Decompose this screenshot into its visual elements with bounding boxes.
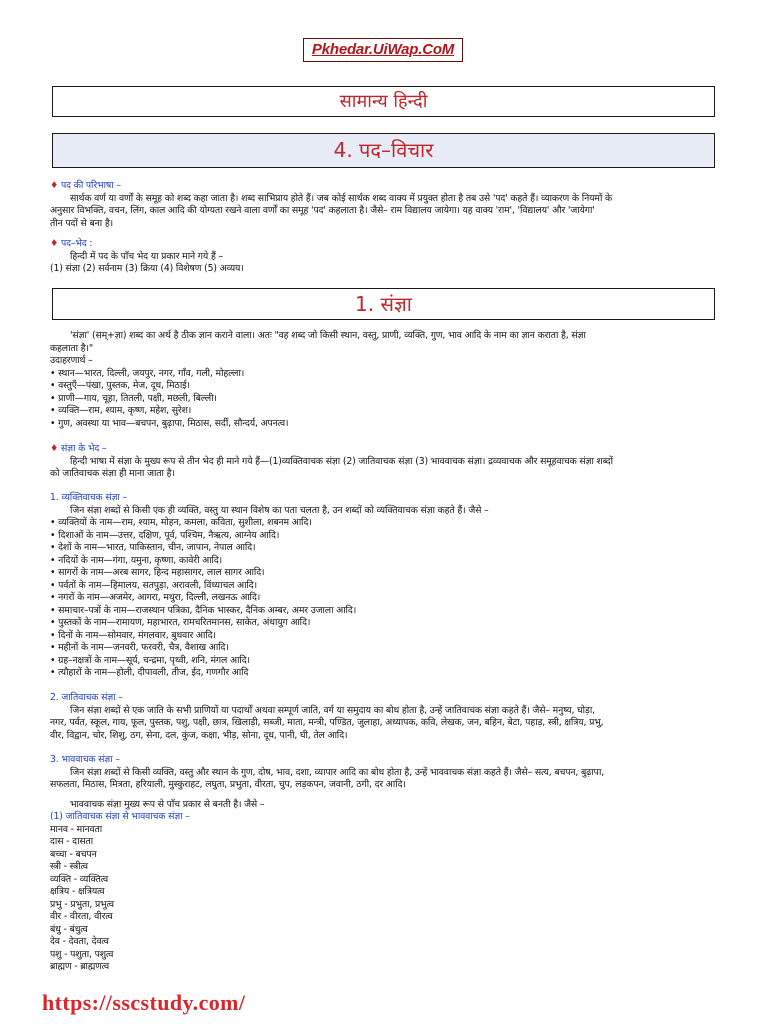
paragraph-line: कहलाता है।" (50, 342, 93, 354)
paragraph-line: 'संज्ञा' (सम्+ज्ञा) शब्द का अर्थ है ठीक ज्ञान कराने वाला। अतः "वह शब्द जो किसी स्थान, वस्तु, प्राणी, व्यक्ति, गुण, भाव आदि के नाम का ज्ञान कराता है, संज्ञा (70, 330, 586, 341)
bhavvachak-section (50, 754, 722, 974)
paragraph-line: हिन्दी में पद के पाँच भेद या प्रकार माने गये हैं – (70, 250, 224, 262)
subject-title: सामान्य हिन्दी (52, 86, 715, 117)
section-heading: 3. भाववाचक संज्ञा – (50, 754, 120, 765)
heading-text: संज्ञा के भेद – (61, 443, 107, 454)
list-item: व्यक्ति - व्यक्तित्व (50, 873, 109, 885)
list-item: देव - देवता, देवत्व (50, 936, 109, 947)
paragraph-line: हिन्दी भाषा में संज्ञा के मुख्य रूप से तीन भेद ही माने गये हैं—(1)व्यक्तिवाचक संज्ञा (2) जातिवाचक संज्ञा (3) भाववाचक संज्ञा। द्रव्यवाचक और समूहवाचक संज्ञा शब्दों (70, 455, 613, 467)
paragraph-line: जिन संज्ञा शब्दों से एक जाति के सभी प्राणियों या पदार्थों अथवा सम्पूर्ण जाति, वर्ग या समुदाय का बोध होता है, उन्हें जातिवाचक संज्ञा कहते हैं। जैसे– मनुष्य, घोड़ा, (70, 704, 595, 716)
sangya-types (50, 443, 722, 481)
sub-heading: (1) जातिवाचक संज्ञा से भाववाचक संज्ञा – (50, 811, 190, 822)
paragraph-line: वीर, विद्वान, चोर, शिशु, ठग, सेना, दल, कुंज, कक्षा, भीड़, सोना, दूध, पानी, घी, तेल आदि। (50, 729, 348, 741)
list-item: • स्थान—भारत, दिल्ली, जयपुर, नगर, गाँव, गली, मोहल्ला। (50, 367, 245, 379)
paragraph-line: तीन पदों से बना है। (50, 217, 113, 229)
paragraph-line: सार्थक वर्ण या वर्णों के समूह को शब्द कहा जाता है। शब्द साभिप्राय होते हैं। जब कोई सार्थक शब्द वाक्य में प्रयुक्त होता है तब उसे 'पद' कहते हैं। व्याकरण के नियमों के (70, 192, 613, 204)
list-item: • सागरों के नाम—अरब सागर, हिन्द महासागर, लाल सागर आदि। (50, 567, 265, 578)
list-item: • गुण, अवस्था या भाव—बचपन, बुढ़ापा, मिठास, सर्दी, सौन्दर्य, अपनत्व। (50, 417, 289, 429)
list-item: बच्चा - बचपन (50, 848, 97, 860)
paragraph-line: जिन संज्ञा शब्दों से किसी एक ही व्यक्ति, वस्तु या स्थान विशेष का पता चलता है, उन शब्दों को व्यक्तिवाचक संज्ञा कहते हैं। जैसे – (70, 504, 489, 516)
list-item: बंधु - बंधुत्व (50, 923, 88, 935)
vyaktivachak-section (50, 492, 722, 680)
paragraph-line: नगर, पर्वत, स्कूल, गाय, फूल, पुस्तक, पशु, पक्षी, छात्र, खिलाड़ी, सब्जी, माता, मन्त्री, पण्डित, जुलाहा, अध्यापक, कवि, लेखक, जन, बहिन, बेटा, पहाड़, स्त्री, क्षत्रिय, प्रभु, (50, 717, 604, 728)
paragraph-line: उदाहरणार्थ – (50, 355, 93, 366)
site-logo-link[interactable]: Pkhedar.UiWap.CoM (303, 38, 463, 62)
list-item: वीर - वीरता, वीरत्व (50, 911, 113, 922)
paragraph-line: जिन संज्ञा शब्दों से किसी व्यक्ति, वस्तु और स्थान के गुण, दोष, भाव, दशा, व्यापार आदि का बोध होता है, उन्हें भाववाचक संज्ञा कहते हैं। जैसे– सत्य, बचपन, बुढ़ापा, (70, 766, 605, 778)
pad-types-heading (50, 238, 722, 251)
list-item: • प्राणी—गाय, चूहा, तितली, पक्षी, मछली, बिल्ली। (50, 392, 217, 404)
list-item: क्षत्रिय - क्षत्रियत्व (50, 886, 105, 897)
list-item: • नगरों के नाम—अजमेर, आगरा, मथुरा, दिल्ली, लखनऊ आदि। (50, 592, 261, 603)
list-item: • वस्तुएँ—पंखा, पुस्तक, मेज, दूध, मिठाई। (50, 380, 190, 391)
list-item: • पर्वतों के नाम—हिमालय, सतपुड़ा, अरावली, विंध्याचल आदि। (50, 579, 257, 591)
list-item: पशु - पशुता, पशुत्व (50, 948, 114, 960)
pad-section (50, 180, 722, 276)
paragraph-line: (1) संज्ञा (2) सर्वनाम (3) क्रिया (4) विशेषण (5) अव्यय। (50, 263, 244, 274)
list-item: स्त्री - स्त्रीत्व (50, 861, 88, 872)
section-heading: 2. जातिवाचक संज्ञा – (50, 692, 123, 703)
list-item: मानव - मानवता (50, 823, 103, 835)
list-item: • समाचार–पत्रों के नाम—राजस्थान पत्रिका, दैनिक भास्कर, दैनिक अम्बर, अमर उजाला आदि। (50, 604, 357, 616)
section-heading: 1. व्यक्तिवाचक संज्ञा – (50, 492, 127, 503)
sangya-title: 1. संज्ञा (52, 288, 715, 320)
paragraph-line: को जातिवाचक संज्ञा ही माना जाता है। (50, 468, 175, 479)
list-item: प्रभु - प्रभुता, प्रभुत्व (50, 898, 114, 910)
list-item: • व्यक्तियों के नाम—राम, श्याम, मोहन, कमला, कविता, सुशीला, शबनम आदि। (50, 517, 312, 528)
list-item: • नदियों के नाम—गंगा, यमुना, कृष्णा, कावेरी आदि। (50, 554, 223, 566)
pad-definition-heading (50, 180, 722, 193)
chapter-title: 4. पद–विचार (52, 133, 715, 168)
paragraph-line: सफलता, मिठास, मित्रता, हरियाली, मुस्कुराहट, लघुता, प्रभुता, वीरता, चुप, लड़कपन, जवानी, ठगी, दर आदि। (50, 779, 406, 790)
list-item: • त्यौहारों के नाम—होली, दीपावली, तीज, ईद, गणगौर आदि (50, 667, 249, 678)
list-item: ब्राह्मण - ब्राह्मणत्व (50, 961, 110, 972)
list-item: • दिशाओं के नाम—उत्तर, दक्षिण, पूर्व, पश्चिम, नैऋत्य, आग्नेय आदि। (50, 529, 280, 541)
list-item: • दिनों के नाम—सोमवार, मंगलवार, बुधवार आदि। (50, 629, 216, 641)
jativachak-section (50, 692, 722, 742)
footer-url-link[interactable]: https://sscstudy.com/ (42, 990, 246, 1015)
paragraph-line: भाववाचक संज्ञा मुख्य रूप से पाँच प्रकार से बनती है। जैसे – (70, 798, 265, 810)
diamond-bullet-icon: ♦ (50, 180, 59, 191)
list-item: • ग्रह–नक्षत्रों के नाम—सूर्य, चन्द्रमा, पृथ्वी, शनि, मंगल आदि। (50, 654, 250, 666)
diamond-bullet-icon: ♦ (50, 443, 59, 454)
sangya-types-heading (50, 443, 722, 456)
heading-text: पद–भेद : (61, 238, 93, 249)
paragraph-line: अनुसार विभक्ति, वचन, लिंग, काल आदि की योग्यता रखने वाला वर्णों का समूह 'पद' कहलाता है। जैसे– राम विद्यालय जायेगा। यह वाक्य 'राम', 'विद्यालय' और 'जायेगा' (50, 205, 595, 216)
heading-text: पद की परिभाषा – (61, 180, 121, 191)
list-item: दास - दासता (50, 836, 94, 847)
diamond-bullet-icon: ♦ (50, 238, 59, 249)
list-item: • पुस्तकों के नाम—रामायण, महाभारत, रामचरितमानस, साकेत, अंधायुग आदि। (50, 617, 311, 628)
list-item: • व्यक्ति—राम, श्याम, कृष्ण, महेश, सुरेश। (50, 405, 192, 416)
list-item: • महीनों के नाम—जनवरी, फरवरी, चैत्र, वैशाख आदि। (50, 642, 229, 653)
list-item: • देशों के नाम—भारत, पाकिस्तान, चीन, जापान, नेपाल आदि। (50, 542, 256, 553)
sangya-intro (50, 330, 722, 430)
